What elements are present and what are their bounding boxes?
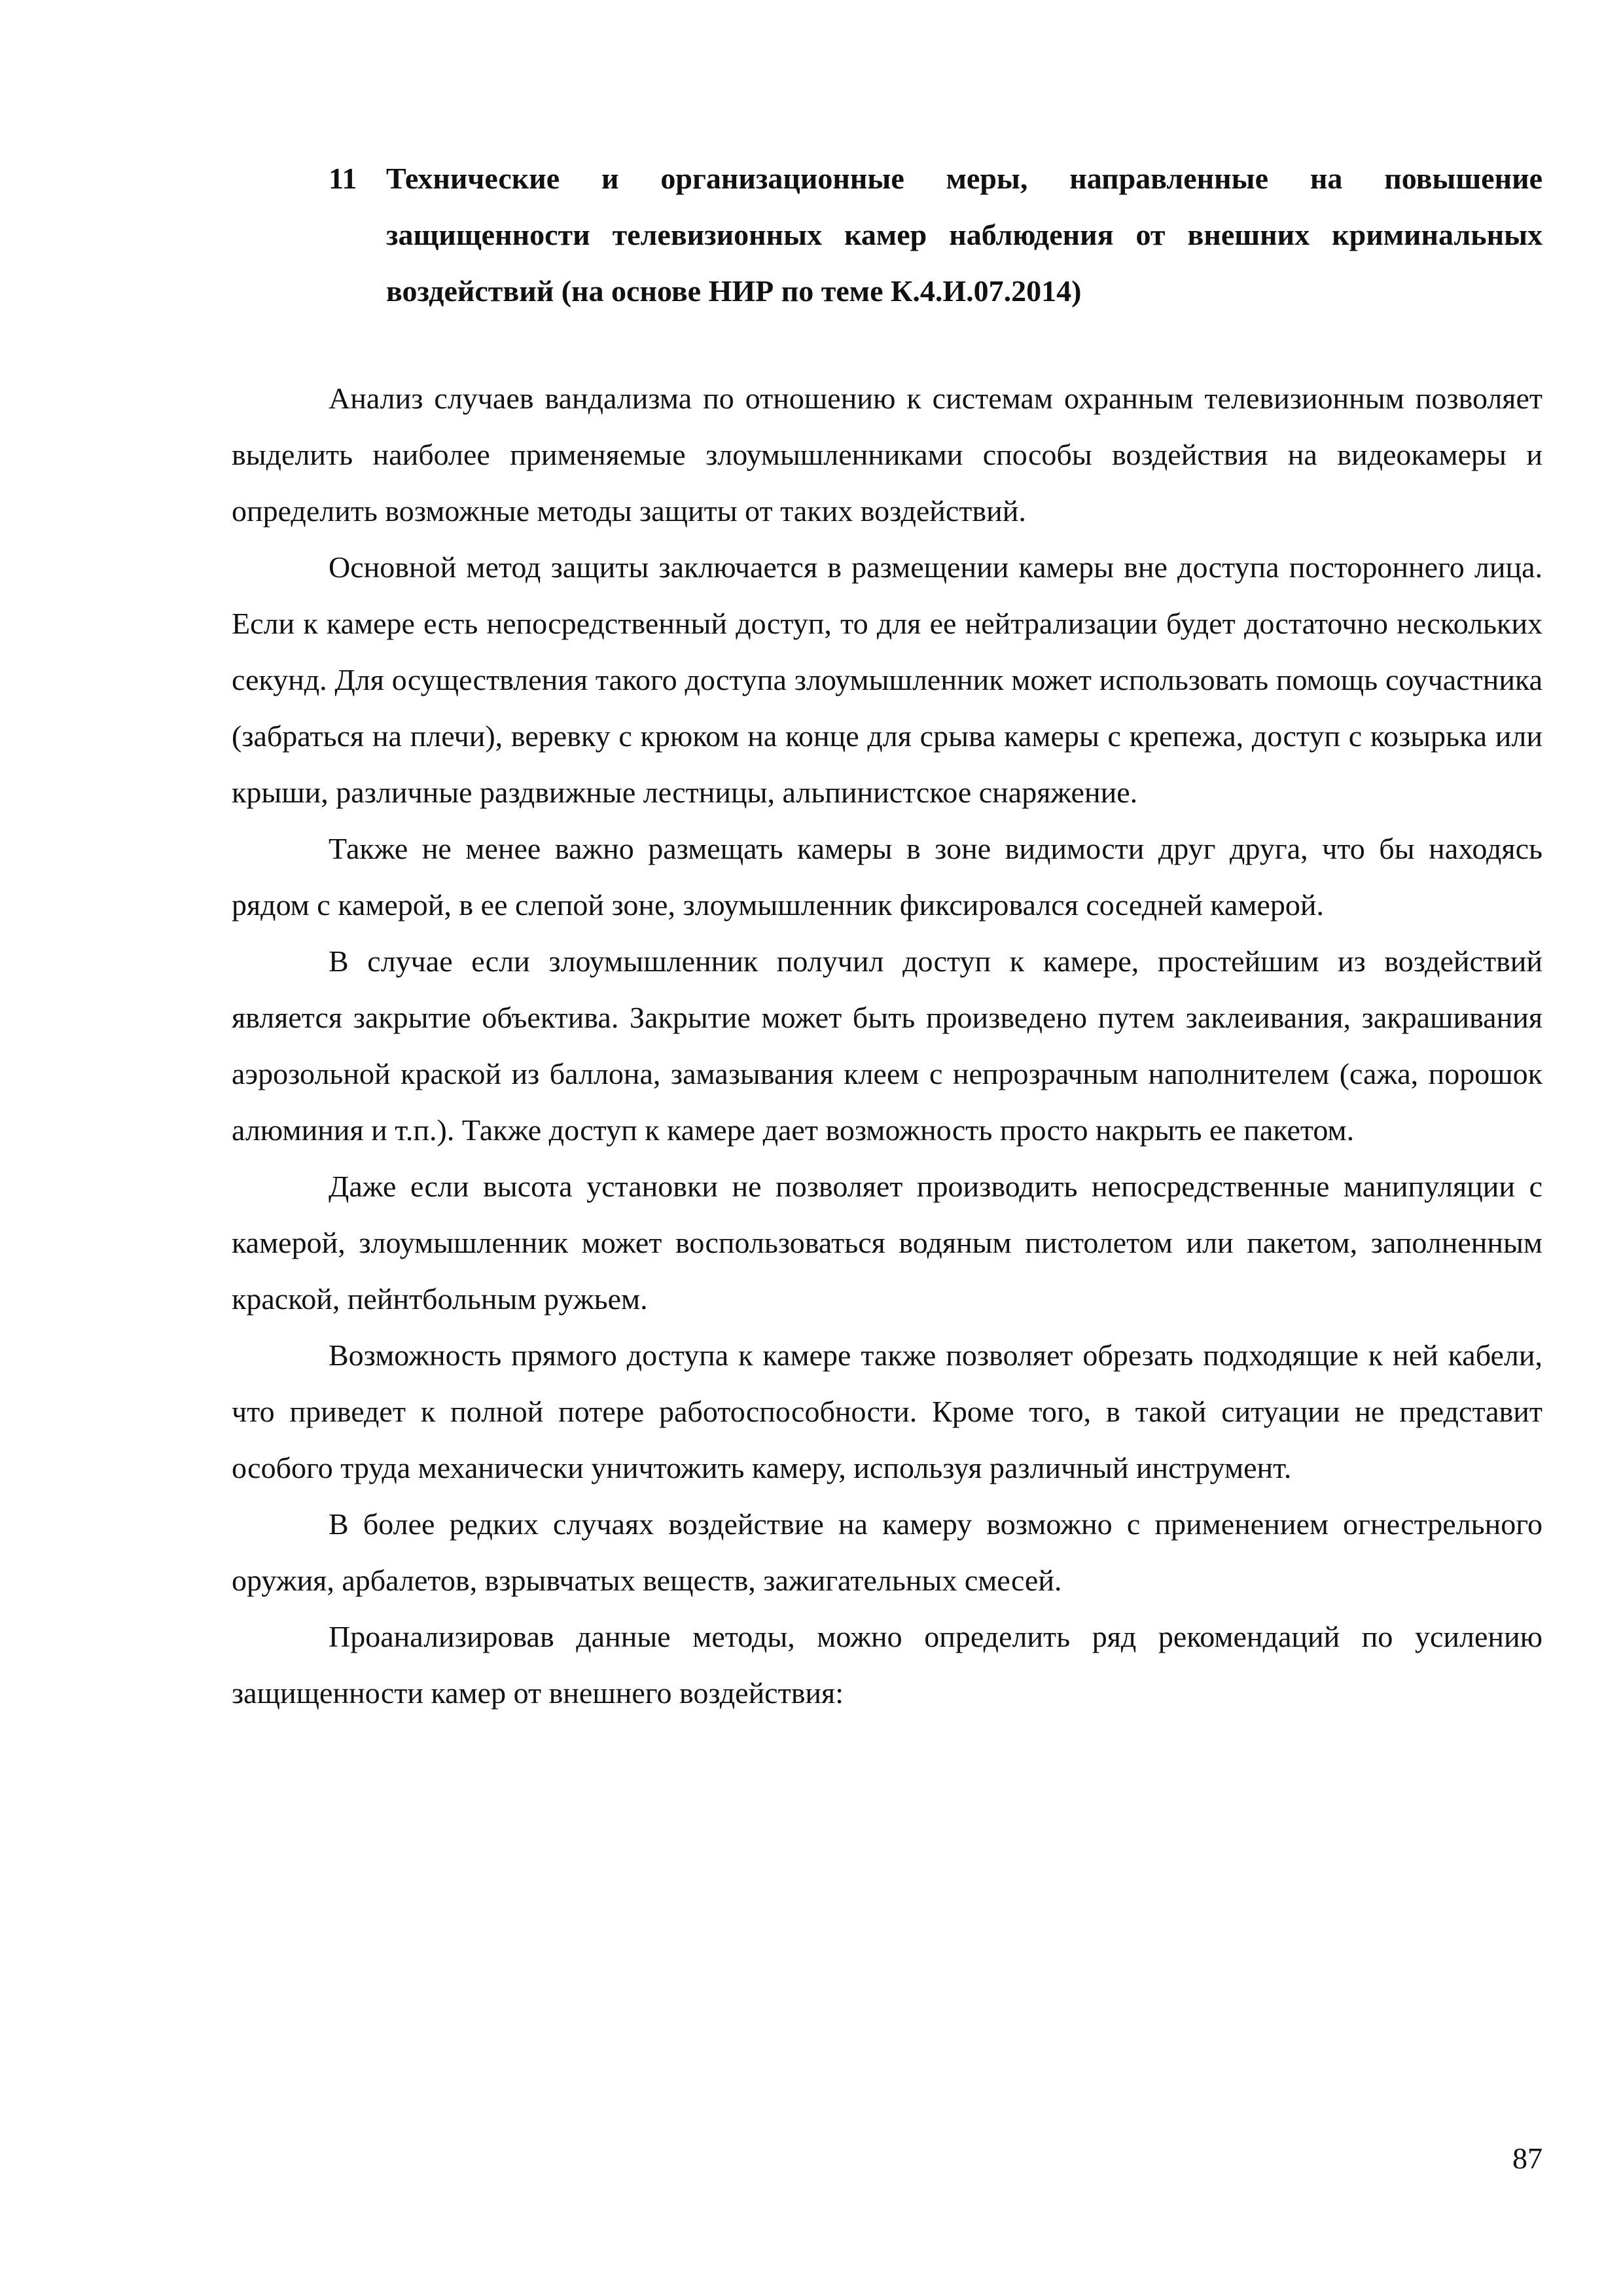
paragraph: Анализ случаев вандализма по отношению к системам охранным телевизионным позволяет выделить наиболее применяемые злоумышленниками способы воздействия на видеокамеры и определить возможные методы защиты от таких воздействий. (232, 382, 1543, 528)
body-text (232, 370, 1543, 1721)
page-number: 87 (1512, 2142, 1543, 2175)
paragraph: В более редких случаях воздействие на камеру возможно с применением огнестрельного оружия, арбалетов, взрывчатых веществ, зажигательных смесей. (232, 1507, 1543, 1597)
paragraph: Возможность прямого доступа к камере также позволяет обрезать подходящие к ней кабели, что приведет к полной потере работоспособности. Кроме того, в такой ситуации не представит особого труда механически уничтожить камеру, используя различный инструмент. (232, 1338, 1543, 1484)
paragraph: В случае если злоумышленник получил доступ к камере, простейшим из воздействий является закрытие объектива. Закрытие может быть произведено путем заклеивания, закрашивания аэрозольной краской из баллона, замазывания клеем с непрозрачным наполнителем (сажа, порошок алюминия и т.п.). Также доступ к камере дает возможность просто накрыть ее пакетом. (232, 944, 1543, 1147)
paragraph: Проанализировав данные методы, можно определить ряд рекомендаций по усилению защищенности камер от внешнего воздействия: (232, 1620, 1543, 1710)
paragraph: Даже если высота установки не позволяет производить непосредственные манипуляции с камерой, злоумышленник может воспользоваться водяным пистолетом или пакетом, заполненным краской, пейнтбольным ружьем. (232, 1170, 1543, 1316)
paragraph: Также не менее важно размещать камеры в зоне видимости друг друга, что бы находясь рядом с камерой, в ее слепой зоне, злоумышленник фиксировался соседней камерой. (232, 832, 1543, 922)
paragraph: Основной метод защиты заключается в размещении камеры вне доступа постороннего лица. Если к камере есть непосредственный доступ, то для ее нейтрализации будет достаточно нескольких секунд. Для осуществления такого доступа злоумышленник может использовать помощь соучастника (забраться на плечи), веревку с крюком на конце для срыва камеры с крепежа, доступ с козырька или крыши, различные раздвижные лестницы, альпинистское снаряжение. (232, 550, 1543, 809)
section-heading (329, 151, 1543, 319)
section-number: 11 (329, 162, 357, 195)
section-title: Технические и организационные меры, направленные на повышение защищенности телевизионных камер наблюдения от внешних криминальных воздействий (на основе НИР по теме К.4.И.07.2014) (386, 162, 1543, 308)
